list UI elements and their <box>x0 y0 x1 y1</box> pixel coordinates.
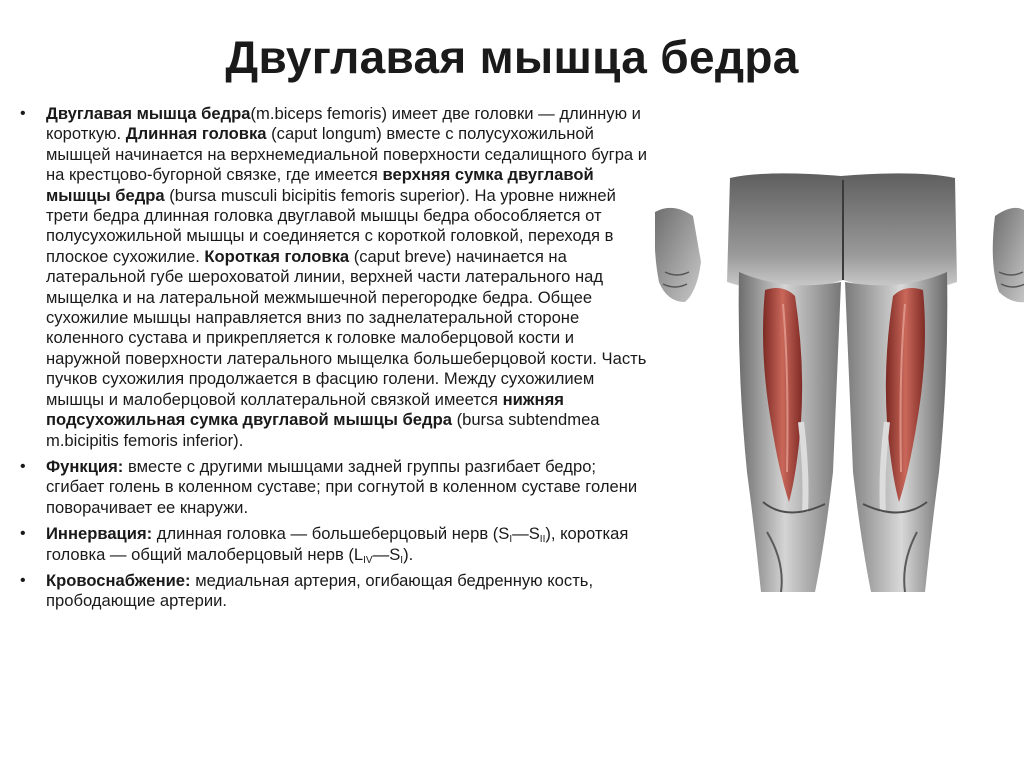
list-item-blood-supply <box>20 571 650 612</box>
innervation-text: ). <box>403 544 414 564</box>
bullet-icon: • <box>20 105 26 122</box>
term-lower-bursa: нижняя подсухожильная сумка двуглавой мышцы бедра <box>46 389 564 430</box>
innervation-text: длинная головка — большеберцовый нерв (S <box>152 524 510 544</box>
term-upper-bursa: верхняя сумка двуглавой мышцы бедра <box>46 165 594 205</box>
function-label: Функция: <box>46 456 124 476</box>
page-title: Двуглавая мышца бедра <box>225 31 799 83</box>
innervation-text: ), короткая головка — общий малоберцовый нерв (L <box>46 524 629 564</box>
term-biceps-femoris: Двуглавая мышца бедра <box>46 104 251 123</box>
list-item-function <box>20 457 650 518</box>
text-content <box>20 104 650 618</box>
figure <box>655 172 1024 592</box>
subscript: II <box>539 534 546 546</box>
bullet-icon: • <box>20 457 26 475</box>
text-segment: (bursa subtendmea m.bicipitis femoris inferior). <box>46 410 600 450</box>
function-text: вместе с другими мышцами задней группы разгибает бедро; сгибает голень в коленном суставе; при согнутой в коленном суставе голени поворачивает ее кнаружи. <box>46 456 638 517</box>
innervation-text: —S <box>372 544 401 564</box>
text-segment: (caput longum) вместе с полусухожильной мышцей начинается на верхнемедиальной поверхности седалищного бугра и на крестцово-бугорной связке, где имеется <box>46 124 648 185</box>
blood-supply-text: медиальная артерия, огибающая бедренную кость, прободающие артерии. <box>46 570 594 611</box>
subscript: I <box>400 554 404 566</box>
innervation-label: Иннервация: <box>46 524 153 544</box>
innervation-text: —S <box>512 524 540 544</box>
bullet-icon: • <box>20 571 26 589</box>
bullet-icon: • <box>20 525 26 543</box>
bullet-list <box>20 104 650 612</box>
term-short-head: Короткая головка <box>204 246 350 266</box>
text-segment: (m.biceps femoris) имеет две головки — длинную и короткую. <box>46 104 641 144</box>
blood-supply-label: Кровоснабжение: <box>46 570 191 590</box>
term-long-head: Длинная головка <box>125 124 267 144</box>
list-item-innervation <box>20 524 650 565</box>
text-segment: (bursa musculi bicipitis femoris superior). На уровне нижней трети бедра длинная головка двуглавой мышцы бедра обособляется от полусухожильной мышцы и соединяется с короткой головкой, переходя в плоское сухожилие. <box>46 185 616 266</box>
subscript: IV <box>363 554 373 566</box>
text-segment: (caput breve) начинается на латеральной губе шероховатой линии, верхней части латерального над мыщелка и на латеральной межмышечной перегородке бедра. Общее сухожилие мышцы направляется вниз по заднелатеральной стороне коленного сустава и прикрепляется к головке малоберцовой кости и наружной поверхности латерального мыщелка большеберцовой кости. Часть пучков сухожилия продолжается в фасцию голени. Между сухожилием мышцы и малоберцовой коллатеральной связкой имеется <box>46 246 647 409</box>
subscript: I <box>509 534 513 546</box>
list-item-description <box>20 104 650 451</box>
posterior-thigh-muscles-illustration <box>655 172 1024 592</box>
